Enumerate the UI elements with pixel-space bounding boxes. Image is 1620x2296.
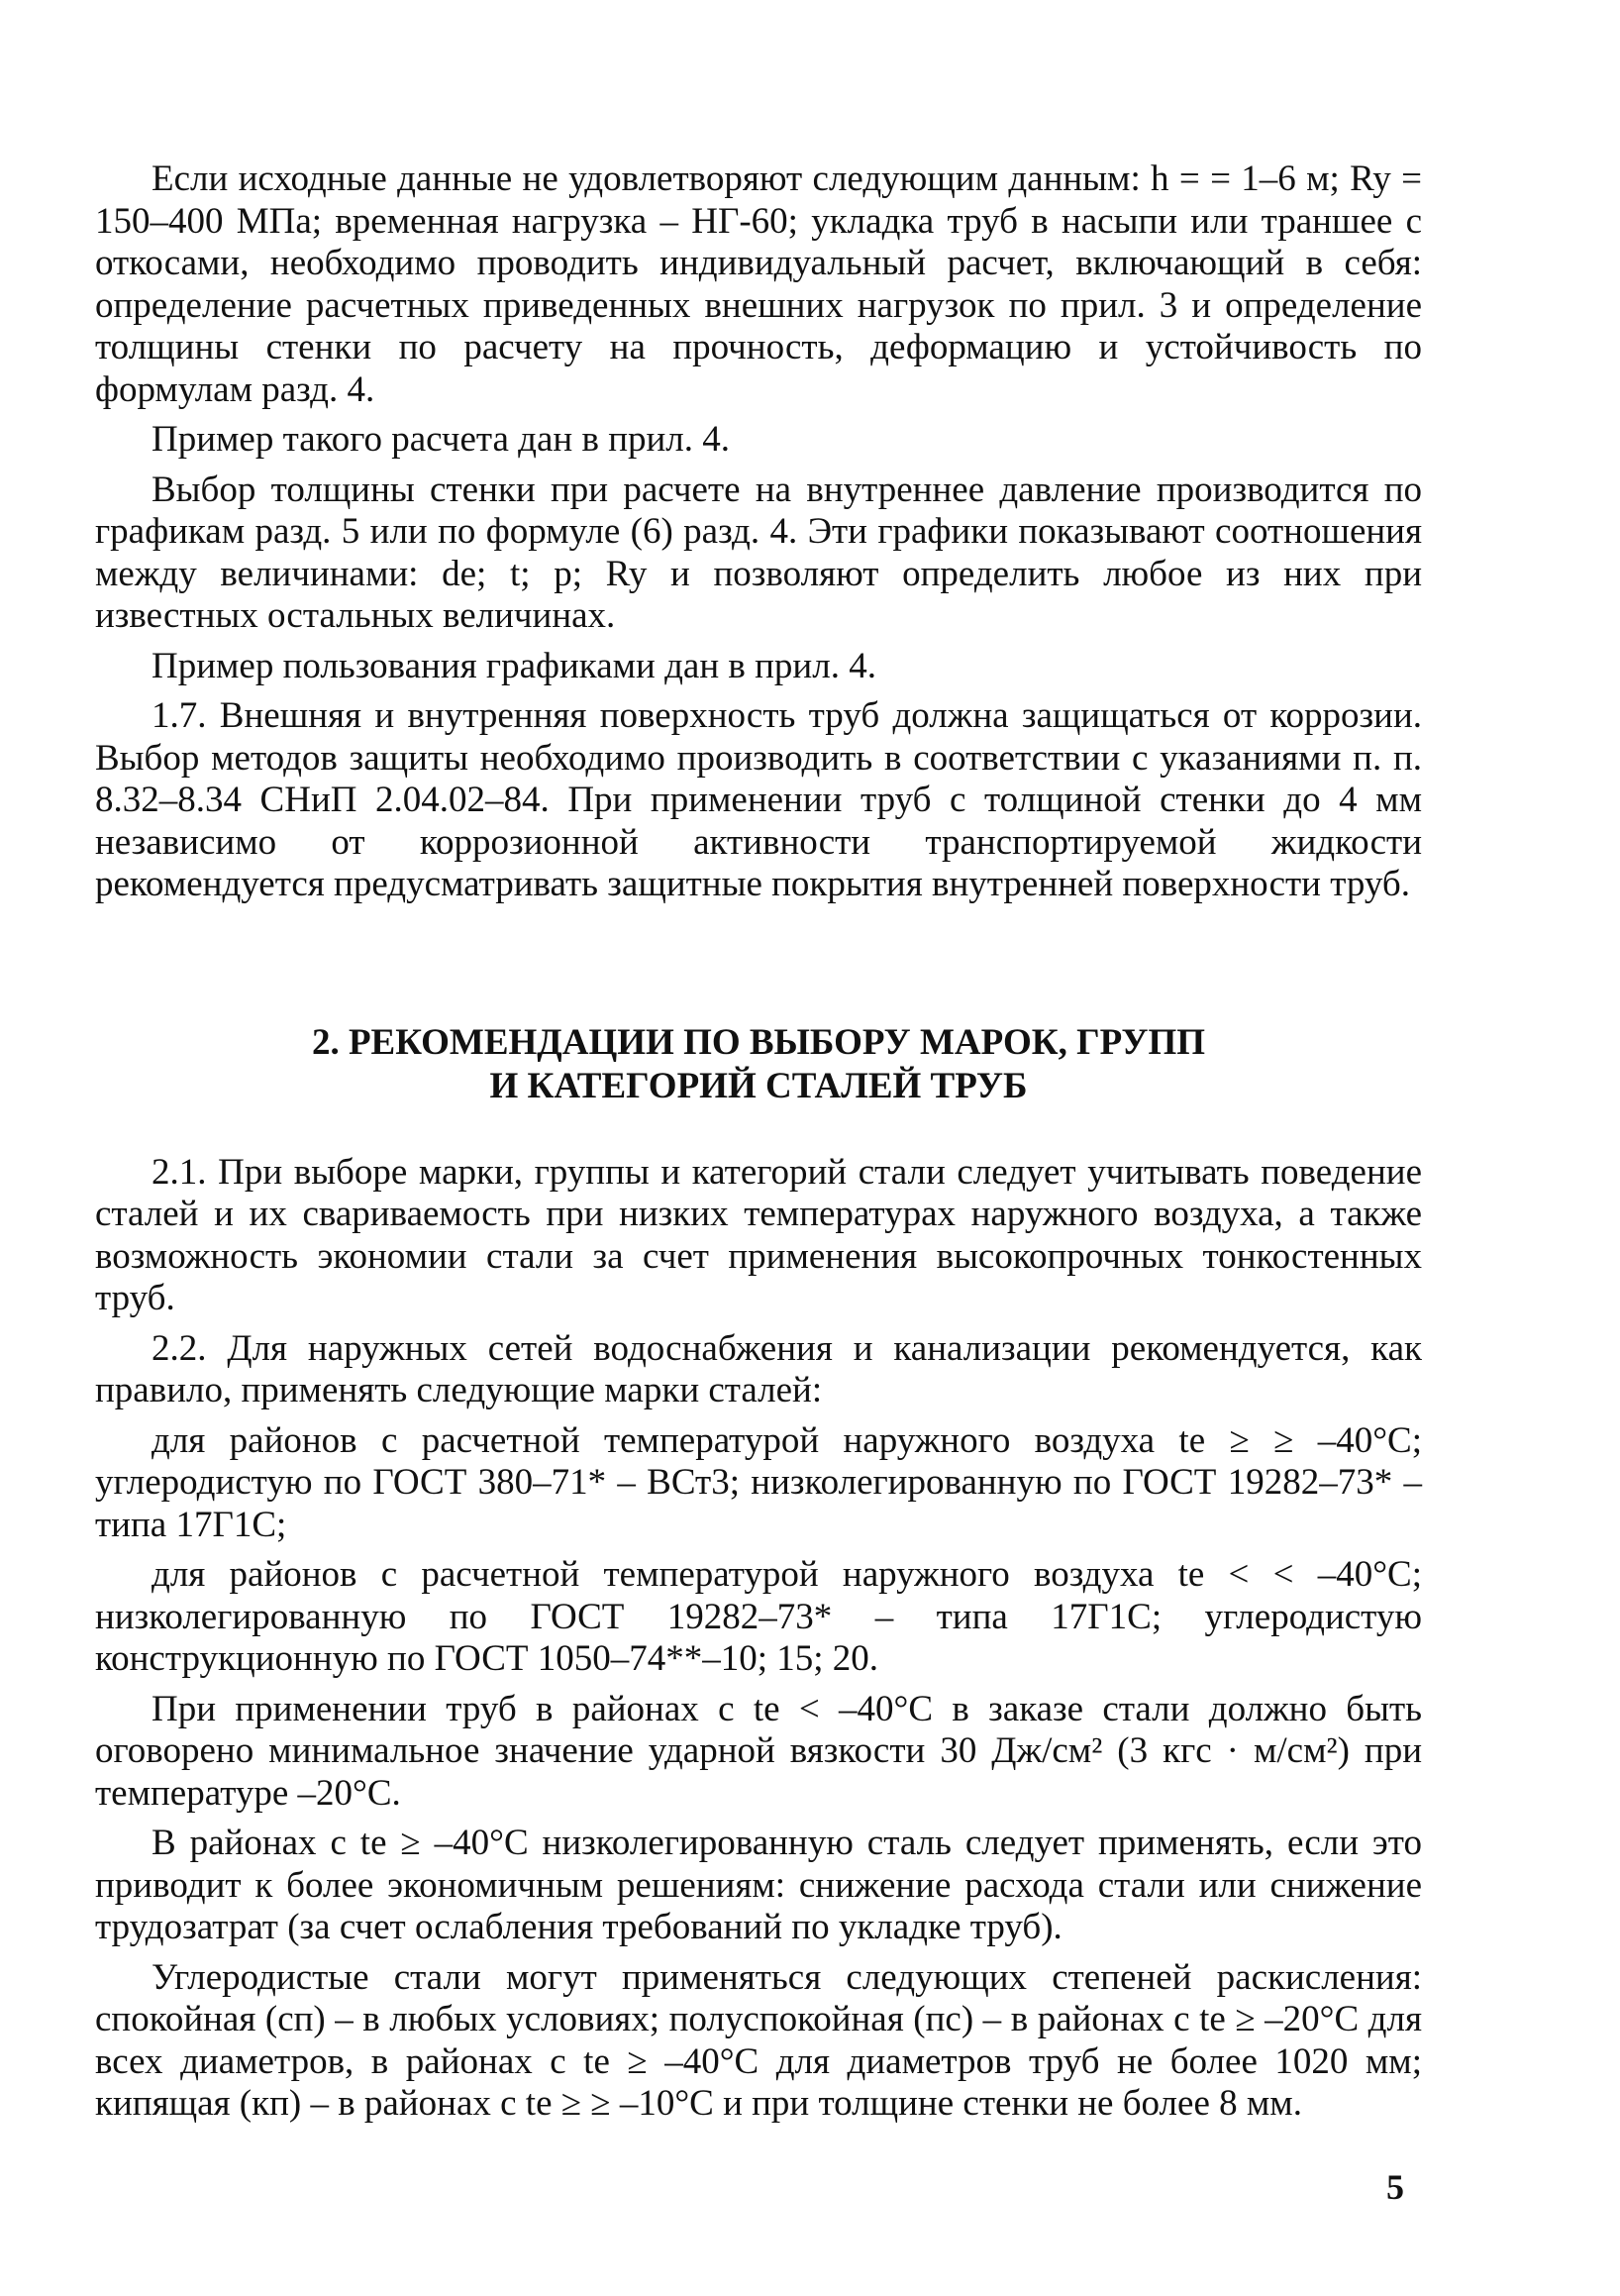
paragraph-regions-above-minus-40: для районов с расчетной температурой наружного воздуха te ≥ ≥ –40°С; углеродистую по ГОСТ 380–71* – ВСт3; низколегированную по ГОСТ 19282–73* – типа 17Г1С; [95,1419,1422,1545]
paragraph-low-alloy-usage: В районах с te ≥ –40°С низколегированную сталь следует применять, если это приводит к более экономичным решениям: снижение расхода стали или снижение трудозатрат (за счет ослабления требований по укладке труб). [95,1823,1422,1947]
paragraph-individual-calculation: Если исходные данные не удовлетворяют следующим данным: h = = 1–6 м; Ry = 150–400 МПа; временная нагрузка – НГ-60; укладка труб в насыпи или траншее с откосами, необходимо проводить индивидуальный расчет, включающий в себя: определение расчетных приведенных внешних нагрузок по прил. 3 и определение толщины стенки по расчету на прочность, деформацию и устойчивость по формулам разд. 4. [95,158,1422,410]
paragraph-example-calculation: Пример такого расчета дан в прил. 4. [152,419,731,460]
page-number: 5 [1386,2167,1404,2207]
document-page [95,158,1422,2134]
paragraph-2-1: 2.1. При выборе марки, группы и категорий стали следует учитывать поведение сталей и их свариваемость при низких температурах наружного воздуха, а также возможность экономии стали за счет применения высокопрочных тонкостенных труб. [95,1151,1422,1318]
paragraph-2-2: 2.2. Для наружных сетей водоснабжения и канализации рекомендуется, как правило, применять следующие марки сталей: [95,1327,1422,1410]
section-title-line-2: И КАТЕГОРИЙ СТАЛЕЙ ТРУБ [489,1065,1028,1106]
section-heading [95,1021,1422,1108]
paragraph-regions-below-minus-40: для районов с расчетной температурой наружного воздуха te < < –40°С; низколегированную по ГОСТ 19282–73* – типа 17Г1С; углеродистую конструкционную по ГОСТ 1050–74**–10; 15; 20. [95,1554,1422,1679]
paragraph-deoxidation-degrees: Углеродистые стали могут применяться следующих степеней раскисления: спокойная (сп) – в любых условиях; полуспокойная (пс) – в районах с te ≥ –20°С для всех диаметров, в районах с te ≥ –40°С для диаметров труб не более 1020 мм; кипящая (кп) – в районах с te ≥ ≥ –10°С и при толщине стенки не более 8 мм. [95,1956,1422,2124]
section-title-line-1: 2. РЕКОМЕНДАЦИИ ПО ВЫБОРУ МАРОК, ГРУПП [311,1021,1206,1063]
paragraph-impact-toughness: При применении труб в районах с te < –40°С в заказе стали должно быть оговорено минимальное значение ударной вязкости 30 Дж/см² (3 кгс · м/см²) при температуре –20°С. [95,1688,1422,1814]
paragraph-1-7-corrosion: 1.7. Внешняя и внутренняя поверхность труб должна защищаться от коррозии. Выбор методов защиты необходимо производить в соответствии с указаниями п. п. 8.32–8.34 СНиП 2.04.02–84. При применении труб с толщиной стенки до 4 мм независимо от коррозионной активности транспортируемой жидкости рекомендуется предусматривать защитные покрытия внутренней поверхности труб. [95,695,1422,904]
paragraph-example-graphs: Пример пользования графиками дан в прил. 4. [152,645,876,686]
paragraph-wall-thickness-selection: Выбор толщины стенки при расчете на внутреннее давление производится по графикам разд. 5 или по формуле (6) разд. 4. Эти графики показывают соотношения между величинами: de; t; p; Ry и позволяют определить любое из них при известных остальных величинах. [95,469,1422,636]
